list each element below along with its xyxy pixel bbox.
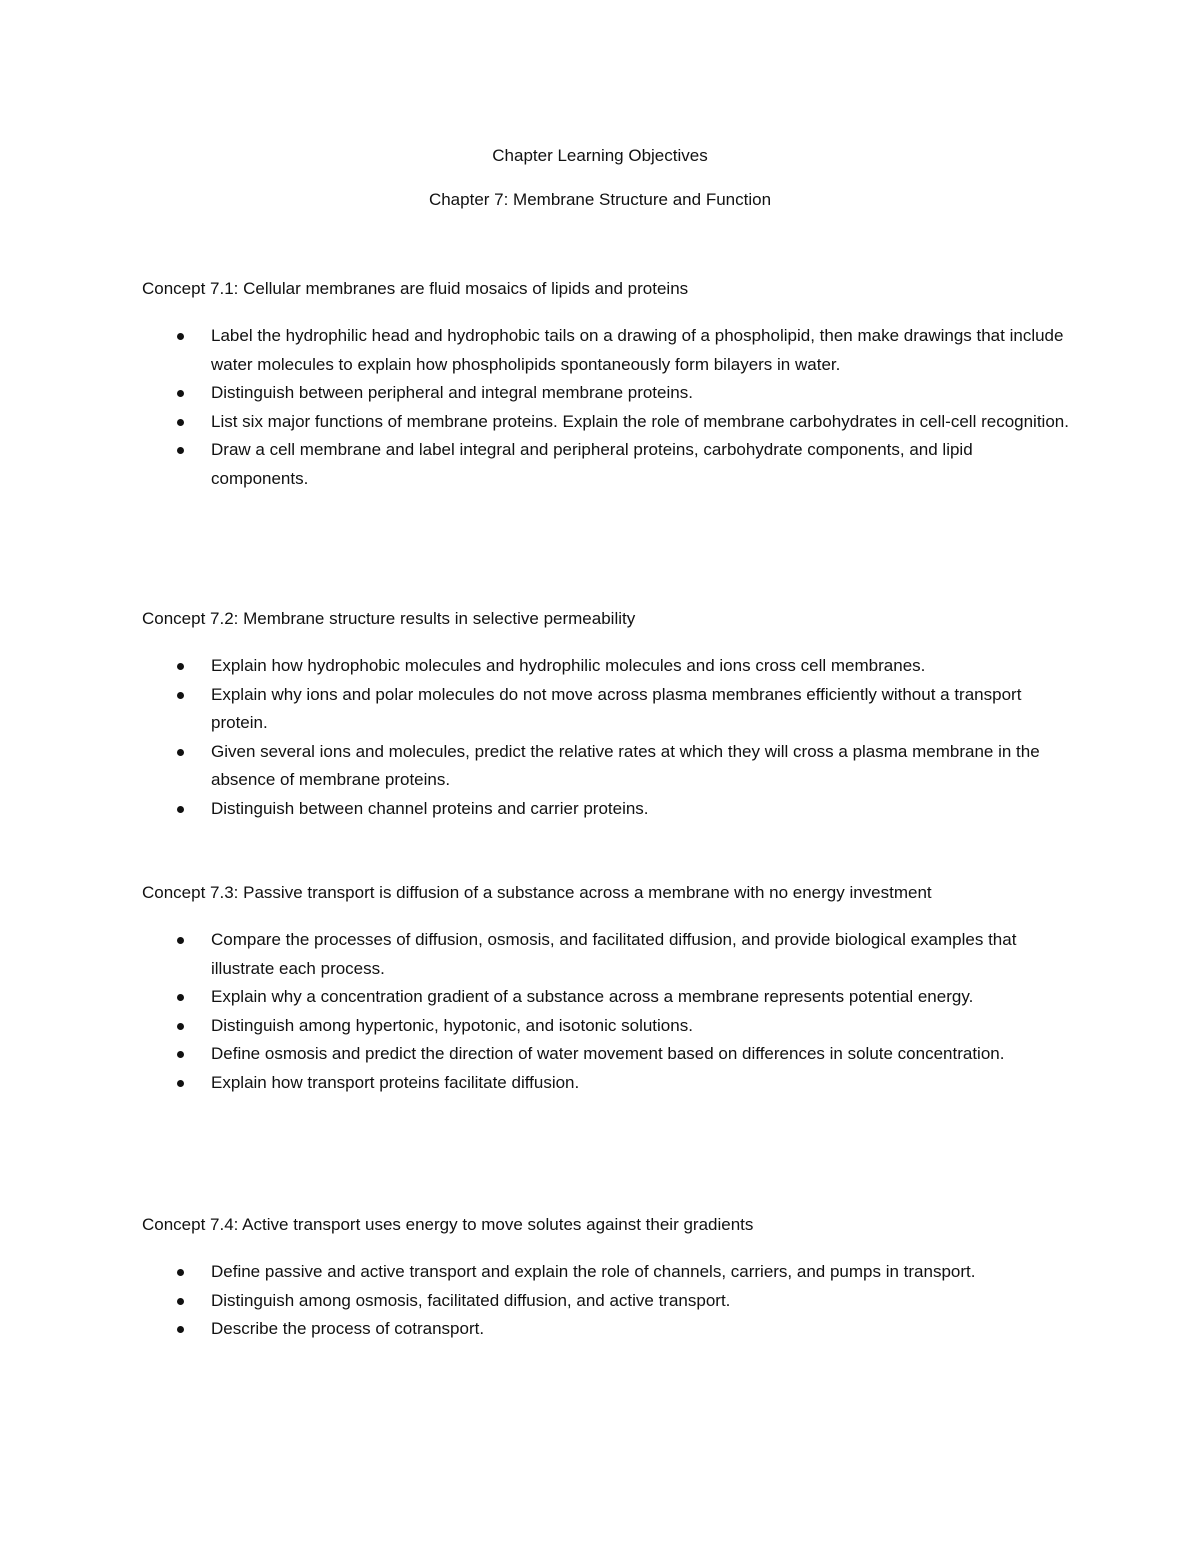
- concept-section-7-4: [142, 1214, 1072, 1344]
- objective-text: Describe the process of cotransport.: [211, 1319, 485, 1338]
- concept-section-7-3: [142, 882, 1072, 1097]
- objective-item: [142, 322, 1072, 379]
- bullet-icon: [177, 663, 184, 670]
- concept-section-7-2: [142, 608, 1072, 823]
- bullet-icon: [177, 333, 184, 340]
- objective-text: Distinguish between peripheral and integral membrane proteins.: [211, 383, 693, 402]
- objective-list: [142, 652, 1072, 823]
- bullet-icon: [177, 937, 184, 944]
- bullet-icon: [177, 806, 184, 813]
- objective-item: [142, 681, 1072, 738]
- concept-heading: Concept 7.2: Membrane structure results in selective permeability: [142, 609, 636, 628]
- objective-item: [142, 436, 1072, 493]
- objective-item: [142, 983, 1072, 1012]
- objective-item: [142, 379, 1072, 408]
- bullet-icon: [177, 390, 184, 397]
- concept-section-7-1: [142, 278, 1072, 493]
- objective-text: Compare the processes of diffusion, osmosis, and facilitated diffusion, and provide biological examples that illustrate each process.: [211, 930, 1017, 978]
- objective-text: Explain why ions and polar molecules do not move across plasma membranes efficiently without a transport protein.: [211, 684, 1022, 732]
- bullet-icon: [177, 1023, 184, 1030]
- bullet-icon: [177, 1080, 184, 1087]
- objective-item: [142, 1258, 1072, 1287]
- objective-text: Explain why a concentration gradient of a substance across a membrane represents potential energy.: [211, 987, 974, 1006]
- objective-item: [142, 1040, 1072, 1069]
- objective-item: [142, 926, 1072, 983]
- objective-text: Distinguish among hypertonic, hypotonic, and isotonic solutions.: [211, 1015, 693, 1035]
- bullet-icon: [177, 994, 184, 1001]
- objective-text: Distinguish among osmosis, facilitated diffusion, and active transport.: [211, 1290, 731, 1310]
- objective-text: Given several ions and molecules, predict the relative rates at which they will cross a plasma membrane in the absence of membrane proteins.: [211, 741, 1040, 789]
- objective-item: [142, 652, 1072, 681]
- objective-text: List six major functions of membrane proteins. Explain the role of membrane carbohydrates in cell-cell recognition.: [211, 411, 1069, 431]
- concept-heading: Concept 7.4: Active transport uses energy to move solutes against their gradients: [142, 1215, 754, 1234]
- objective-item: [142, 1315, 1072, 1344]
- bullet-icon: [177, 1298, 184, 1305]
- chapter-title: Chapter 7: Membrane Structure and Function: [428, 190, 772, 209]
- bullet-icon: [177, 692, 184, 699]
- objective-text: Distinguish between channel proteins and carrier proteins.: [211, 798, 649, 818]
- bullet-icon: [177, 447, 184, 454]
- objective-list: [142, 322, 1072, 493]
- concept-heading: Concept 7.3: Passive transport is diffusion of a substance across a membrane with no energy investment: [142, 883, 932, 902]
- objective-list: [142, 926, 1072, 1097]
- objective-text: Draw a cell membrane and label integral and peripheral proteins, carbohydrate components, and lipid components.: [211, 440, 973, 488]
- objective-item: [142, 1012, 1072, 1041]
- objective-text: Explain how transport proteins facilitate diffusion.: [211, 1072, 580, 1092]
- objective-item: [142, 1287, 1072, 1316]
- objective-text: Define passive and active transport and explain the role of channels, carriers, and pumps in transport.: [211, 1262, 976, 1281]
- objective-list: [142, 1258, 1072, 1344]
- bullet-icon: [177, 1269, 184, 1276]
- concept-heading: Concept 7.1: Cellular membranes are fluid mosaics of lipids and proteins: [142, 279, 689, 298]
- objective-item: [142, 1069, 1072, 1098]
- objective-text: Define osmosis and predict the direction of water movement based on differences in solute concentration.: [211, 1044, 1005, 1063]
- objective-item: [142, 408, 1072, 437]
- bullet-icon: [177, 1326, 184, 1333]
- bullet-icon: [177, 749, 184, 756]
- bullet-icon: [177, 419, 184, 426]
- objective-item: [142, 738, 1072, 795]
- bullet-icon: [177, 1051, 184, 1058]
- objective-text: Explain how hydrophobic molecules and hydrophilic molecules and ions cross cell membranes.: [211, 656, 926, 675]
- objective-item: [142, 795, 1072, 824]
- objective-text: Label the hydrophilic head and hydrophobic tails on a drawing of a phospholipid, then make drawings that include water molecules to explain how phospholipids spontaneously form bilayers in water.: [211, 326, 1064, 374]
- document-title: Chapter Learning Objectives: [492, 146, 708, 165]
